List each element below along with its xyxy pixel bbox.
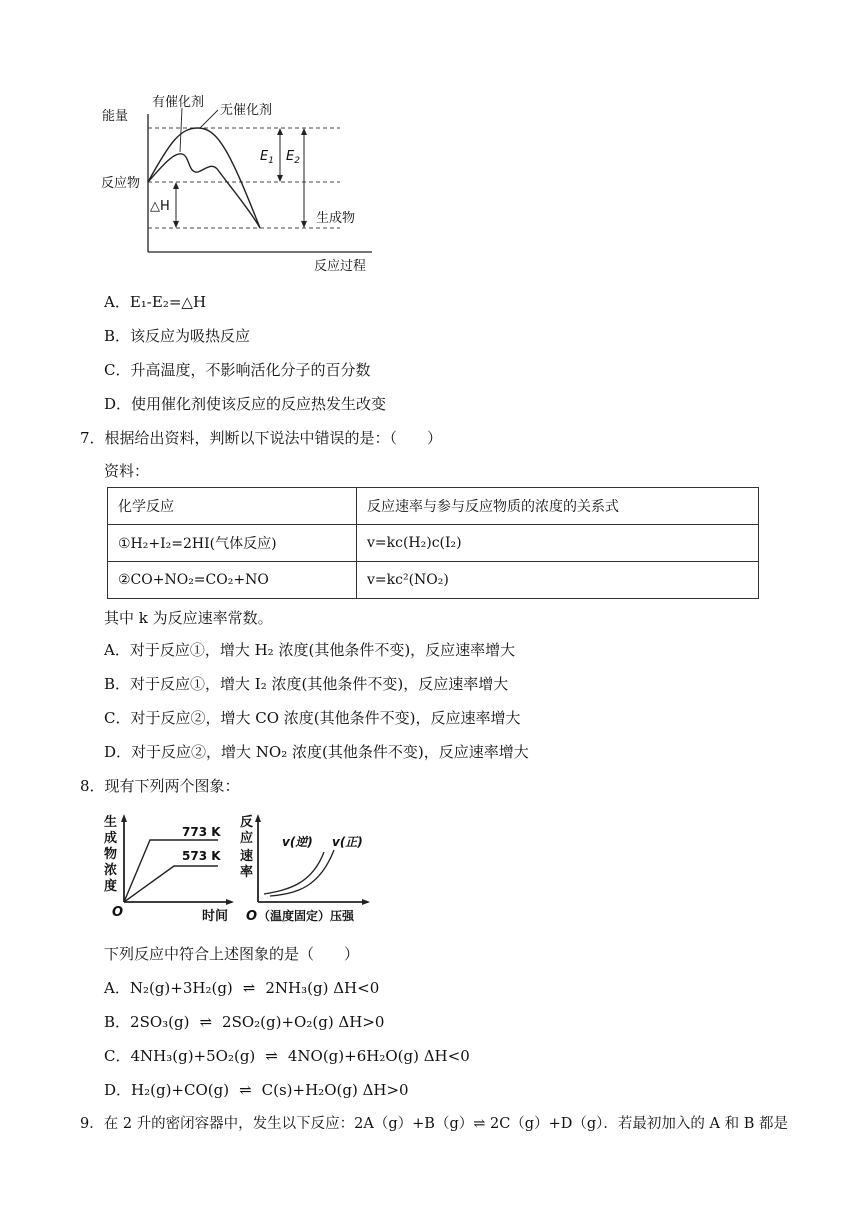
q7-material-label: 资料： — [104, 462, 150, 480]
svg-text:（温度固定）压强: （温度固定）压强 — [258, 909, 355, 922]
q9-stem: 9．在 2 升的密闭容器中，发生以下反应：2A（g）+B（g）⇌ 2C（g）+D（g）．若最初加入的 A 和 B 都是 — [80, 1116, 788, 1132]
concentration-time-graph — [100, 810, 240, 922]
table-header-cell: 化学反应 — [108, 488, 357, 525]
q7-option-b[interactable]: B．对于反应①，增大 I₂ 浓度(其他条件不变)，反应速率增大 — [104, 675, 509, 693]
573k-curve — [124, 866, 218, 902]
q7-option-a[interactable]: A．对于反应①，增大 H₂ 浓度(其他条件不变)，反应速率增大 — [104, 641, 516, 659]
equilibrium-arrow-icon: ⇌ — [242, 979, 256, 997]
y-axis-label: 能量 — [102, 109, 129, 124]
products-label: 生成物 — [316, 211, 356, 226]
equilibrium-arrow-icon: ⇌ — [239, 1081, 252, 1099]
svg-text:物: 物 — [104, 847, 118, 862]
svg-text:反: 反 — [240, 815, 254, 830]
svg-text:应: 应 — [240, 831, 254, 846]
table-row — [108, 562, 759, 599]
q6-option-b[interactable]: B．该反应为吸热反应 — [104, 327, 251, 345]
q8-option-b[interactable]: B．2SO₃(g) ⇌ 2SO₂(g)+O₂(g) ΔH>0 — [104, 1013, 385, 1031]
q7-option-c[interactable]: C．对于反应②，增大 CO 浓度(其他条件不变)，反应速率增大 — [104, 709, 521, 727]
rate-law-table — [107, 487, 759, 599]
with-catalyst-label: 有催化剂 — [152, 95, 205, 110]
q6-option-c[interactable]: C．升高温度，不影响活化分子的百分数 — [104, 361, 371, 379]
e1-label: $E_1$ — [260, 149, 274, 166]
forward-rate-curve — [270, 850, 334, 896]
table-header-cell: 反应速率与参与反应物质的浓度的关系式 — [357, 488, 759, 525]
table-cell: ①H₂+I₂=2HI(气体反应) — [108, 525, 357, 562]
energy-diagram — [100, 92, 400, 277]
573k-label: 573 K — [182, 849, 221, 863]
forward-rate-label: v(正) — [332, 835, 363, 849]
svg-text:生: 生 — [104, 815, 118, 830]
reactants-label: 反应物 — [101, 176, 141, 191]
dh-label: △H — [150, 199, 170, 214]
rate-pressure-graph — [238, 810, 398, 922]
q8-option-d[interactable]: D．H₂(g)+CO(g) ⇌ C(s)+H₂O(g) ΔH>0 — [104, 1081, 409, 1099]
svg-text:O: O — [246, 909, 258, 922]
svg-text:度: 度 — [104, 879, 118, 894]
773k-label: 773 K — [182, 825, 221, 839]
q7-stem: 7．根据给出资料，判断以下说法中错误的是：（ ） — [80, 429, 443, 447]
reverse-rate-label: v(逆) — [282, 835, 313, 849]
e2-label: $E_2$ — [286, 149, 300, 166]
x-axis-label: 反应过程 — [314, 259, 367, 274]
equilibrium-arrow-icon: ⇌ — [265, 1047, 278, 1065]
q6-option-a[interactable] — [104, 292, 206, 312]
option-a-prefix: A． — [104, 293, 130, 311]
table-cell: v=kc(H₂)c(I₂) — [357, 525, 759, 562]
q8-stem: 8．现有下列两个图象： — [80, 777, 240, 795]
equilibrium-arrow-icon: ⇌ — [199, 1013, 213, 1031]
q7-option-d[interactable]: D．对于反应②，增大 NO₂ 浓度(其他条件不变)，反应速率增大 — [104, 743, 529, 761]
q8-option-a[interactable]: A．N₂(g)+3H₂(g) ⇌ 2NH₃(g) ΔH<0 — [104, 979, 380, 997]
q8-option-c[interactable]: C．4NH₃(g)+5O₂(g) ⇌ 4NO(g)+6H₂O(g) ΔH<0 — [104, 1047, 470, 1065]
option-a-text: E₁-E₂=△H — [129, 293, 207, 311]
catalyzed-curve — [148, 154, 260, 228]
table-cell: v=kc²(NO₂) — [357, 562, 759, 599]
q8-question: 下列反应中符合上述图象的是（ ） — [104, 945, 360, 963]
without-catalyst-label: 无催化剂 — [220, 103, 273, 118]
q7-note: 其中 k 为反应速率常数。 — [104, 609, 273, 627]
reverse-rate-curve — [264, 852, 324, 894]
table-cell: ②CO+NO₂=CO₂+NO — [108, 562, 357, 599]
table-row — [108, 488, 759, 525]
svg-text:成: 成 — [104, 831, 118, 846]
svg-text:速: 速 — [240, 849, 254, 864]
table-row — [108, 525, 759, 562]
svg-text:率: 率 — [240, 865, 254, 880]
svg-text:O: O — [112, 905, 124, 920]
svg-text:时间: 时间 — [202, 909, 229, 922]
q6-option-d[interactable]: D．使用催化剂使该反应的反应热发生改变 — [104, 395, 387, 413]
svg-text:浓: 浓 — [104, 863, 118, 878]
